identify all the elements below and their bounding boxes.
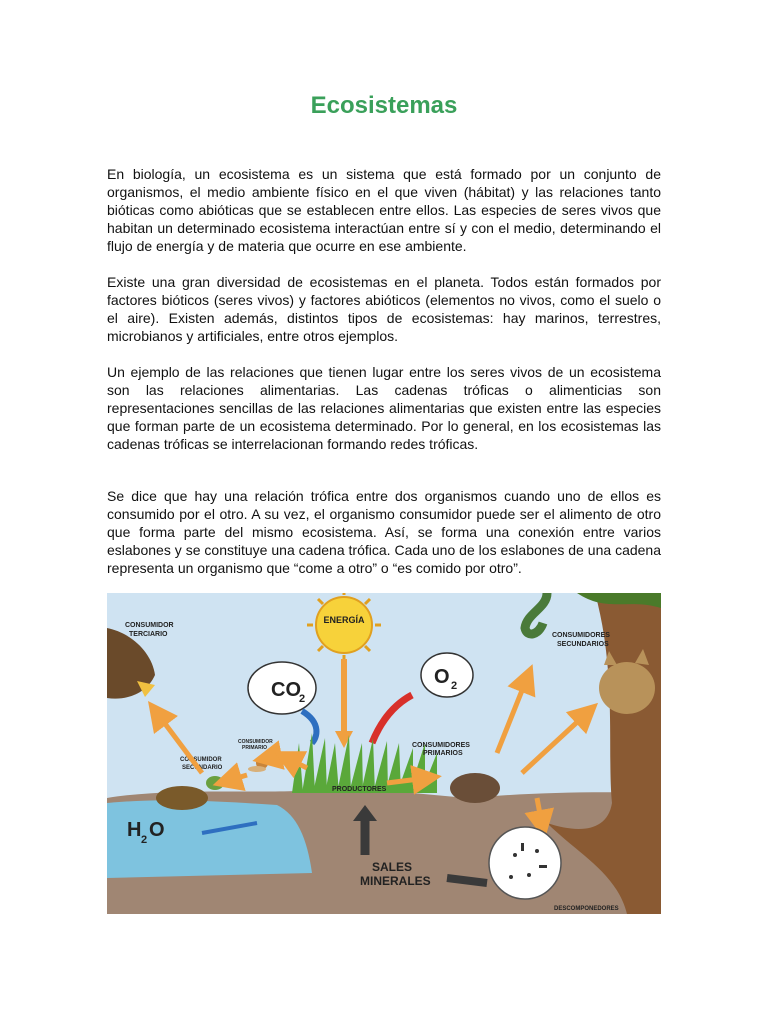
ecosystem-diagram [107,593,661,914]
producers-label: PRODUCTORES [332,786,387,793]
page-title: Ecosistemas [310,92,458,119]
co2-subscript: 2 [299,693,306,705]
mole-icon [450,773,500,803]
h2o-subscript: 2 [141,834,148,846]
co2-cloud [248,662,316,714]
h2o-tail: O [149,819,165,841]
decomposers-label: DESCOMPONEDORES [554,906,619,912]
h2o-label: H [127,819,142,841]
secondary-consumers-label-2: SECUNDARIOS [557,641,609,648]
o2-subscript: 2 [451,680,458,692]
mineral-salts-label-2: MINERALES [360,874,431,888]
o2-label: O [434,666,450,688]
decomposers-circle [489,827,561,899]
co2-label: CO [271,679,301,701]
primary-consumer-label-2: PRIMARIO [242,745,267,751]
primary-consumers-label-2: PRIMARIOS [423,750,463,757]
paragraph-food-relations: Un ejemplo de las relaciones que tienen lugar entre los seres vivos de un ecosistema son las relaciones alimentarias. Las cadenas tróficas o alimenticias son representaciones sencillas de las relaciones alimentarias que existen entre las especies que forman parte de un ecosistema determinado. Por lo general, en los ecosistemas las cadenas tróficas se interrelacionan formando redes tróficas. [107,364,661,452]
secondary-consumer-label-2: SECUNDARIO [182,765,223,771]
paragraph-trophic-relation: Se dice que hay una relación trófica entre dos organismos cuando uno de ellos es consumido por el otro. A su vez, el organismo consumidor puede ser el alimento de otro que forma parte del mismo ecosistema. Así, se forma una conexión entre varios eslabones y se constituye una cadena trófica. Cada uno de los eslabones de una cadena representa un organismo que “come a otro” o “es comido por otro”. [107,488,661,576]
paragraph-intro: En biología, un ecosistema es un sistema que está formado por un conjunto de organismos, el medio ambiente físico en el que viven (hábitat) y las relaciones tanto bióticas como abióticas que se establecen entre ellos. Las especies de seres vivos que habitan un determinado ecosistema interactúan entre sí y con el medio, determinando el flujo de energía y de materia que ocurre en ese ambiente. [107,166,661,254]
o2-cloud [421,653,473,697]
paragraph-diversity: Existe una gran diversidad de ecosistemas en el planeta. Todos están formados por factores bióticos (seres vivos) y factores abióticos (elementos no vivos, como el suelo o el aire). Existen además, distintos tipos de ecosistemas: hay marinos, terrestres, microbianos y artificiales, entre otros ejemplos. [107,274,661,344]
primary-consumer-label-1: CONSUMIDOR [238,739,273,745]
decomposer-arrow [447,878,487,883]
secondary-consumer-label-1: CONSUMIDOR [180,757,222,763]
ecosystem-illustration [107,593,661,914]
energy-label: ENERGÍA [323,615,365,625]
secondary-consumers-label-1: CONSUMIDORES [552,632,610,639]
tertiary-consumer-label-2: TERCIARIO [129,631,168,638]
mineral-salts-label-1: SALES [372,860,413,874]
tertiary-consumer-label-1: CONSUMIDOR [125,622,174,629]
primary-consumers-label-1: CONSUMIDORES [412,742,470,749]
